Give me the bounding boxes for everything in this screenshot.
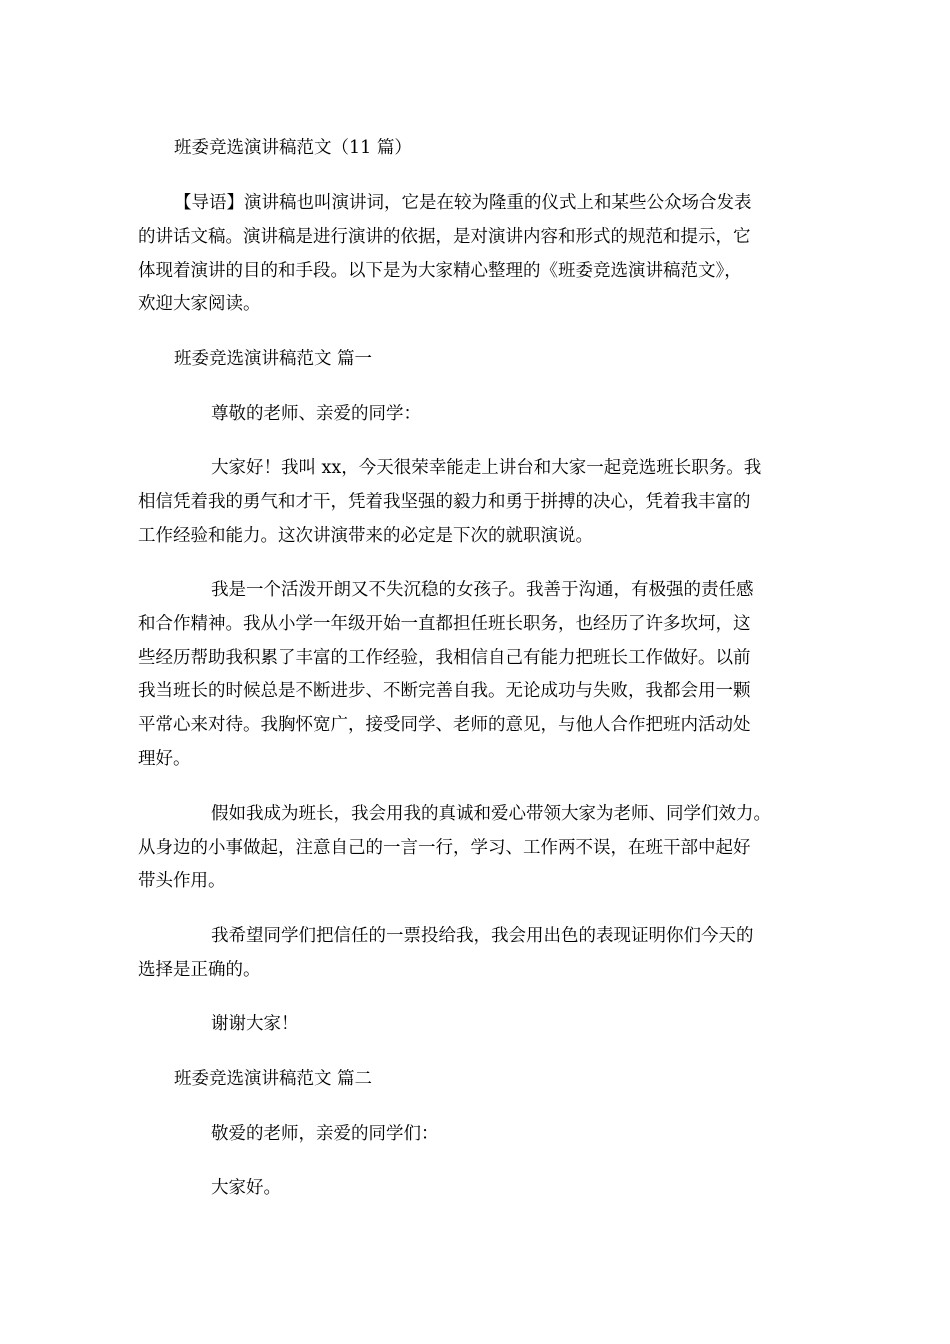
paragraph-line: 我希望同学们把信任的一票投给我，我会用出色的表现证明你们今天的 [211, 926, 754, 946]
salutation: 尊敬的老师、亲爱的同学： [211, 404, 421, 424]
section-heading: 班委竞选演讲稿范文 篇二 [174, 1069, 373, 1089]
paragraph-line: 相信凭着我的勇气和才干，凭着我坚强的毅力和勇于拼搏的决心，凭着我丰富的 [138, 492, 751, 512]
paragraph-line: 平常心来对待。我胸怀宽广，接受同学、老师的意见，与他人合作把班内活动处 [138, 715, 751, 735]
paragraph-line: 些经历帮助我积累了丰富的工作经验，我相信自己有能力把班长工作做好。以前 [138, 648, 751, 668]
paragraph-line: 从身边的小事做起，注意自己的一言一行，学习、工作两不误，在班干部中起好 [138, 838, 751, 858]
paragraph-line: 假如我成为班长，我会用我的真诚和爱心带领大家为老师、同学们效力。 [211, 804, 771, 824]
paragraph-line: 理好。 [138, 749, 191, 769]
section-heading: 班委竞选演讲稿范文 篇一 [174, 349, 373, 369]
document-title: 班委竞选演讲稿范文（11 篇） [174, 138, 412, 158]
paragraph-line: 选择是正确的。 [138, 960, 261, 980]
paragraph-line: 我是一个活泼开朗又不失沉稳的女孩子。我善于沟通，有极强的责任感 [211, 580, 754, 600]
paragraph-line: 欢迎大家阅读。 [138, 294, 261, 314]
paragraph-line: 工作经验和能力。这次讲演带来的必定是下次的就职演说。 [138, 526, 593, 546]
paragraph-line: 我当班长的时候总是不断进步、不断完善自我。无论成功与失败，我都会用一颗 [138, 681, 751, 701]
salutation: 敬爱的老师，亲爱的同学们： [211, 1124, 439, 1144]
paragraph-line: 带头作用。 [138, 871, 226, 891]
paragraph-line: 【导语】演讲稿也叫演讲词，它是在较为隆重的仪式上和某些公众场合发表 [174, 193, 752, 213]
closing-line: 谢谢大家！ [211, 1014, 299, 1034]
paragraph-line: 和合作精神。我从小学一年级开始一直都担任班长职务，也经历了许多坎坷，这 [138, 614, 751, 634]
paragraph-line: 的讲话文稿。演讲稿是进行演讲的依据，是对演讲内容和形式的规范和提示，它 [138, 227, 751, 247]
greeting-line: 大家好。 [211, 1178, 281, 1198]
paragraph-line: 大家好！我叫 xx，今天很荣幸能走上讲台和大家一起竞选班长职务。我 [211, 458, 762, 478]
paragraph-line: 体现着演讲的目的和手段。以下是为大家精心整理的《班委竞选演讲稿范文》， [138, 261, 742, 281]
